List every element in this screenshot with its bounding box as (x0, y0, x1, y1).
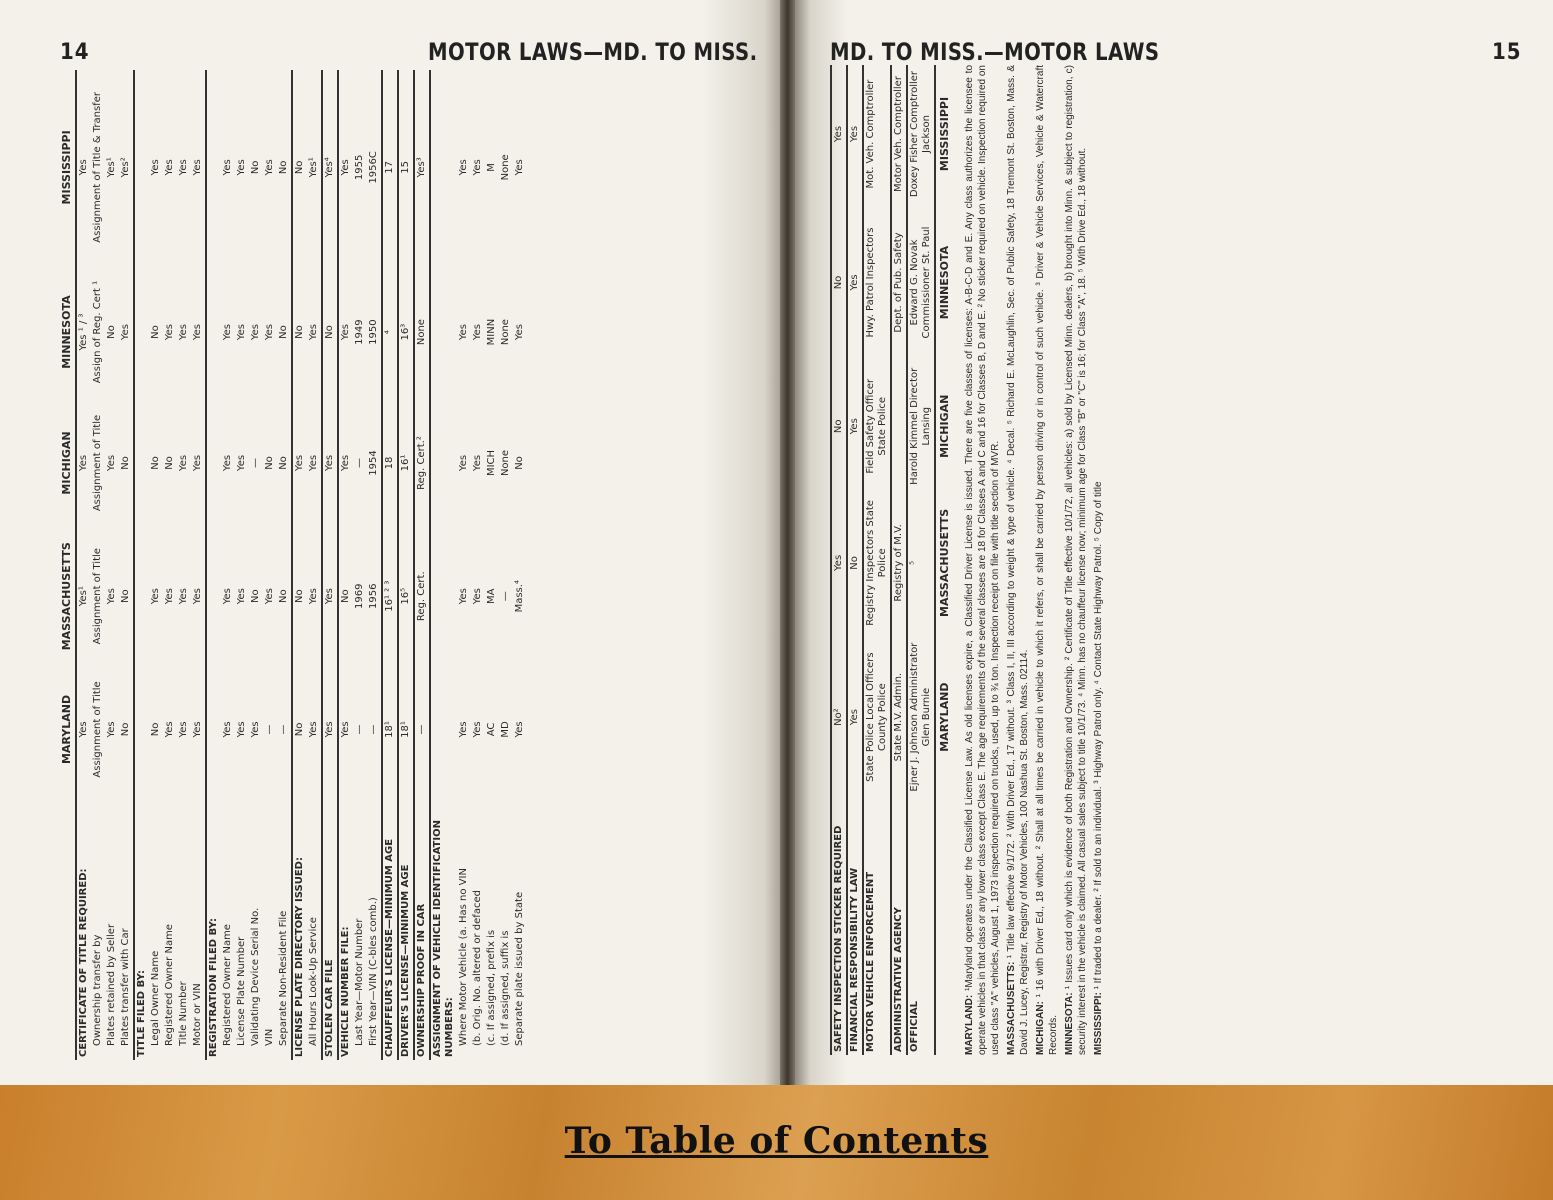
table-cell: Assignment of Title & Transfer (92, 92, 103, 243)
table-cell (134, 666, 149, 793)
table-cell: No (292, 70, 307, 265)
table-row (414, 70, 430, 1060)
table-cell: No (292, 527, 307, 666)
table-cell: Yes¹ (308, 157, 319, 178)
table-cell (206, 70, 221, 265)
table-cell: Yes (308, 721, 319, 738)
table-cell: Yes (847, 203, 863, 362)
table-cell: Yes (150, 159, 161, 176)
table-cell: Yes (292, 399, 307, 526)
table-cell: Mass.⁴ (514, 580, 525, 613)
table-cell: 1969 (354, 583, 365, 609)
table-cell: Yes (308, 588, 319, 605)
table-cell: Yes (192, 721, 203, 738)
row-label: (c. If assigned, prefix is (486, 929, 497, 1046)
row-label: DRIVER'S LICENSE—MINIMUM AGE (398, 793, 414, 1060)
table-row (277, 70, 292, 1060)
table-cell: No (831, 362, 847, 491)
running-head-left: MOTOR LAWS—MD. TO MISS. (428, 38, 758, 66)
table-cell: Yes (831, 491, 847, 636)
table-cell: Yes ¹ / ³ (78, 313, 89, 351)
row-label: Legal Owner Name (150, 950, 161, 1046)
footnote-state: MISSISSIPPI: (1093, 992, 1104, 1055)
table-cell: 1955 (354, 154, 365, 181)
table-cell: Yes (150, 588, 161, 605)
table-row (292, 70, 307, 1060)
footnote (1092, 65, 1105, 1055)
table-cell: No (278, 589, 289, 604)
table-cell: Yes (178, 454, 189, 472)
table-cell: Yes (338, 70, 353, 265)
left-table-rotated (58, 70, 773, 1060)
table-cell: Yes (106, 721, 117, 738)
row-label: LICENSE PLATE DIRECTORY ISSUED: (292, 793, 307, 1060)
row-label: Validating Device Serial No. (250, 907, 261, 1046)
row-label: Registered Owner Name (222, 924, 233, 1046)
table-row (119, 70, 134, 1060)
table-cell: MICH (486, 449, 497, 477)
table-cell: — (250, 458, 261, 468)
table-cell: Yes (458, 324, 469, 341)
table-cell: Yes (164, 324, 175, 341)
table-cell: 17 (382, 70, 398, 265)
table-row (353, 70, 367, 1060)
row-label: STOLEN CAR FILE (322, 793, 338, 1060)
table-cell (134, 399, 149, 526)
motor-laws-table-right (830, 65, 953, 1055)
table-cell: No (278, 160, 289, 175)
column-header: MINNESOTA (58, 265, 76, 400)
column-header: MICHIGAN (58, 399, 76, 526)
table-cell: 16¹ ² ³ (382, 527, 398, 666)
table-cell: — (354, 724, 365, 735)
table-cell: No (847, 491, 863, 636)
table-of-contents-link[interactable]: To Table of Contents (564, 1120, 989, 1162)
table-cell: Yes (308, 324, 319, 341)
table-cell: ⁴ (382, 265, 398, 400)
table-cell: Yes (847, 362, 863, 491)
header-blank (58, 793, 76, 1060)
table-cell (430, 70, 457, 265)
row-label: Separate plate issued by State (514, 891, 525, 1046)
table-cell: No (278, 325, 289, 339)
row-label: Motor or VIN (192, 983, 203, 1046)
table-cell: Yes (458, 588, 469, 605)
table-row (163, 70, 177, 1060)
table-cell: 1949 (354, 319, 365, 345)
row-label: CERTIFICATE OF TITLE REQUIRED: (78, 868, 89, 1057)
table-cell: Yes (458, 159, 469, 176)
table-cell: 16³ (398, 265, 414, 400)
table-cell: Harold Kimmel Director Lansing (907, 362, 935, 491)
column-header: MINNESOTA (935, 203, 953, 362)
row-label: ADMINISTRATIVE AGENCY (891, 799, 907, 1055)
row-label: First Year—VIN (C-bles comb.) (368, 897, 379, 1046)
footnotes (963, 65, 1105, 1055)
footnote (1034, 65, 1060, 1055)
table-cell (134, 265, 149, 400)
table-row (513, 70, 527, 1060)
footnote (1005, 65, 1031, 1055)
table-cell: No (120, 456, 131, 470)
column-header: MICHIGAN (935, 362, 953, 491)
row-label: SAFETY INSPECTION STICKER REQUIRED (831, 799, 847, 1055)
table-cell: Registry of M.V. (891, 491, 907, 636)
table-cell: Yes (192, 454, 203, 472)
table-row (91, 70, 105, 1060)
table-cell: Yes (514, 159, 525, 176)
table-cell: No (292, 666, 307, 793)
row-label: VEHICLE NUMBER FILE: (338, 793, 353, 1060)
table-cell (430, 666, 457, 793)
table-row (322, 70, 338, 1060)
table-cell: 16⁵ (398, 527, 414, 666)
table-cell: 16¹ (398, 399, 414, 526)
table-cell: Yes (338, 399, 353, 526)
column-header: MARYLAND (58, 666, 76, 793)
table-cell: None (500, 449, 511, 477)
table-cell (134, 527, 149, 666)
footnote-state: MARYLAND: (964, 994, 975, 1055)
table-cell: Yes (236, 454, 247, 472)
table-cell: Yes (831, 65, 847, 203)
table-row (76, 70, 91, 1060)
table-cell: Yes (847, 65, 863, 203)
table-cell: Yes (264, 324, 275, 341)
row-label: Separate Non-Resident File (278, 910, 289, 1046)
table-cell: 1954 (368, 450, 379, 476)
page-number-left: 14 (60, 40, 90, 65)
table-cell: Field Safety Officer State Police (863, 362, 891, 491)
table-cell: Assignment of Title (92, 681, 103, 778)
row-label: Registered Owner Name (164, 924, 175, 1046)
table-cell: M (486, 163, 497, 172)
table-cell: No (106, 325, 117, 339)
right-table-rotated (830, 65, 1520, 1055)
table-cell: 18 (382, 399, 398, 526)
table-cell: Yes (236, 159, 247, 176)
table-cell: No (264, 456, 275, 470)
table-cell: No (278, 456, 289, 470)
table-row (891, 65, 907, 1055)
table-cell: Doxey Fisher Comptroller Jackson (907, 65, 935, 203)
table-cell: Yes (472, 324, 483, 341)
table-cell: Yes (472, 454, 483, 472)
footnote-text: ¹ Title law effective 9/1/72. ² With Driver Ed., 17 without. ³ Class I, II, III according to weight & type of vehicle. ⁴ Decal. ⁵ Richard E. McLaughlin, Sec. of Public Safety, 18 Tremont St. Boston, Mass. & David J. Lucey, Registrar, Registry of Motor Vehicles, 100 Nashua St. Boston, Mass. 02114. (1006, 65, 1030, 1055)
table-cell: Yes (472, 721, 483, 738)
table-cell: Edward G. Novak Commissioner St. Paul (907, 203, 935, 362)
table-row (249, 70, 263, 1060)
table-cell: Yes (338, 666, 353, 793)
row-label: OFFICIAL (907, 799, 935, 1055)
column-header: MARYLAND (935, 635, 953, 799)
table-cell: State M.V. Admin. (891, 635, 907, 799)
table-cell (430, 265, 457, 400)
row-label: Where Motor Vehicle (a. Has no VIN (458, 868, 469, 1046)
table-cell: Yes (222, 454, 233, 472)
row-label: License Plate Number (236, 936, 247, 1046)
column-header: MISSISSIPPI (935, 65, 953, 203)
table-cell: Yes (106, 454, 117, 472)
table-cell: Yes (514, 324, 525, 341)
table-cell: Yes (458, 454, 469, 472)
table-cell: Yes (250, 324, 261, 341)
table-cell: Yes⁴ (322, 70, 338, 265)
row-label: Plates transfer with Car (120, 928, 131, 1046)
table-cell: No (250, 589, 261, 604)
table-cell: — (354, 458, 365, 468)
table-cell: Assignment of Title (92, 414, 103, 512)
table-row (430, 70, 457, 1060)
table-cell: No (150, 325, 161, 339)
table-cell: No (164, 456, 175, 470)
table-row (149, 70, 163, 1060)
table-cell: Yes (222, 159, 233, 176)
table-cell: Yes (322, 666, 338, 793)
column-header: MASSACHUSETTS (58, 527, 76, 666)
table-cell (134, 70, 149, 265)
column-header: MASSACHUSETTS (935, 491, 953, 636)
table-cell: Ejner J. Johnson Administrator Glen Burnie (907, 635, 935, 799)
table-cell: Yes (78, 454, 89, 472)
table-row (382, 70, 398, 1060)
row-label: VIN (264, 1028, 275, 1046)
table-cell: Yes (458, 721, 469, 738)
table-cell: — (278, 724, 289, 735)
table-cell: Reg. Cert. (414, 527, 430, 666)
table-cell: No (831, 203, 847, 362)
table-cell: 1950 (368, 319, 379, 345)
table-cell (430, 527, 457, 666)
table-row (471, 70, 485, 1060)
table-cell: 18¹ (382, 666, 398, 793)
table-row (221, 70, 235, 1060)
row-label: Last Year—Motor Number (354, 918, 365, 1046)
motor-laws-table-left (58, 70, 527, 1060)
table-cell: Mot. Veh. Comptroller (863, 65, 891, 203)
table-row (235, 70, 249, 1060)
footnote-state: MINNESOTA: (1064, 992, 1075, 1055)
table-cell: Reg. Cert.² (414, 399, 430, 526)
table-cell: 18¹ (398, 666, 414, 793)
table-row (105, 70, 119, 1060)
table-cell: Yes (236, 721, 247, 738)
footnote-state: MASSACHUSETTS: (1006, 961, 1017, 1055)
table-cell: MINN (486, 318, 497, 346)
table-cell: Yes (192, 324, 203, 341)
header-blank (935, 799, 953, 1055)
left-page (0, 0, 780, 1085)
table-cell: Yes (322, 399, 338, 526)
table-cell: Yes (178, 159, 189, 176)
row-label: (b. Orig. No. altered or defaced (472, 890, 483, 1046)
table-cell: Yes¹ (106, 157, 117, 178)
table-row (206, 70, 221, 1060)
table-cell: ⁵ (907, 491, 935, 636)
table-cell: Yes (472, 159, 483, 176)
table-row (307, 70, 322, 1060)
row-label: (d. If assigned, suffix is (500, 930, 511, 1046)
table-cell: No (150, 456, 161, 470)
table-row (863, 65, 891, 1055)
table-cell: Yes (222, 721, 233, 738)
book-gutter (780, 0, 795, 1085)
table-cell: Yes¹ (78, 586, 89, 607)
table-cell: Yes² (120, 157, 131, 178)
table-cell: Yes (106, 588, 117, 605)
table-cell: Hwy. Patrol Inspectors (863, 203, 891, 362)
table-cell: Registry Inspectors State Police (863, 491, 891, 636)
row-label: FINANCIAL RESPONSIBILITY LAW (847, 799, 863, 1055)
table-row (907, 65, 935, 1055)
table-cell: None (500, 319, 511, 346)
footnote (1063, 65, 1089, 1055)
table-row (457, 70, 471, 1060)
table-cell: Yes (236, 588, 247, 605)
table-cell: — (414, 666, 430, 793)
table-cell (206, 265, 221, 400)
table-cell: No (120, 589, 131, 604)
table-cell: Yes (338, 265, 353, 400)
table-cell: Yes (250, 721, 261, 738)
table-cell: Yes (164, 721, 175, 738)
table-cell (430, 399, 457, 526)
table-cell: AC (486, 722, 497, 737)
table-cell: Yes (222, 324, 233, 341)
table-row (847, 65, 863, 1055)
table-cell: Yes (78, 721, 89, 738)
table-cell: MD (500, 721, 511, 738)
row-label: ASSIGNMENT OF VEHICLE IDENTIFICATION NUMBERS: (430, 793, 457, 1060)
table-cell: No (322, 265, 338, 400)
table-cell (206, 399, 221, 526)
table-cell: — (264, 724, 275, 735)
table-cell: MA (486, 588, 497, 604)
row-label: Ownership transfer by (92, 934, 103, 1046)
row-label: Title Number (178, 981, 189, 1046)
column-header: MISSISSIPPI (58, 70, 76, 265)
footnote-state: MICHIGAN: (1035, 1001, 1046, 1055)
table-cell: No (120, 722, 131, 737)
table-row (338, 70, 353, 1060)
table-cell: — (368, 724, 379, 735)
row-label: MOTOR VEHICLE ENFORCEMENT (863, 799, 891, 1055)
table-cell: 1956 (368, 583, 379, 609)
row-label: All Hours Look-Up Service (308, 917, 319, 1046)
table-cell: No² (831, 635, 847, 799)
table-cell: Yes (847, 635, 863, 799)
table-cell: Yes (192, 588, 203, 605)
table-cell: 15 (398, 70, 414, 265)
table-cell: Yes (178, 324, 189, 341)
table-cell: Yes (164, 159, 175, 176)
table-cell: Yes (178, 721, 189, 738)
table-cell: Assign of Reg. Cert ¹ (92, 280, 103, 384)
table-cell (206, 527, 221, 666)
row-label: CHAUFFEUR'S LICENSE—MINIMUM AGE (382, 793, 398, 1060)
table-cell: Yes (222, 588, 233, 605)
row-label: TITLE FILED BY: (134, 793, 149, 1060)
footnote-text: ¹ Issues card only which is evidence of both Registration and Ownership. ² Certificate of Title effective 10/1/72, all vehicles: a) sold by Licensed Minn. dealers, b) brought into Minn. & subject to registration, c) security interest in the vehicle is claimed. All casual sales subject to title 10/1/73. ⁴ Minn. has no chauffeur license now; minimum age for Class "B" or "C" is 16; for Class "A", 18. ⁵ With Drive Ed., 18 without. (1064, 64, 1088, 1055)
table-cell: — (500, 591, 511, 602)
table-cell: Yes (192, 159, 203, 176)
table-cell: None (414, 265, 430, 400)
table-row (367, 70, 382, 1060)
table-cell: Yes³ (414, 70, 430, 265)
table-cell: No (514, 456, 525, 470)
table-cell: Yes (308, 454, 319, 472)
table-cell: Dept. of Pub. Safety (891, 203, 907, 362)
row-label: REGISTRATION FILED BY: (206, 793, 221, 1060)
table-cell: Yes (236, 324, 247, 341)
table-row (177, 70, 191, 1060)
row-label: OWNERSHIP PROOF IN CAR (414, 793, 430, 1060)
table-cell: Motor Veh. Comptroller (891, 65, 907, 203)
running-head-right: MD. TO MISS.—MOTOR LAWS (830, 38, 1160, 66)
table-row (263, 70, 277, 1060)
table-cell: No (150, 722, 161, 737)
table-cell: No (292, 265, 307, 400)
table-row (191, 70, 206, 1060)
table-cell (206, 666, 221, 793)
table-cell: Assignment of Title (92, 548, 103, 645)
table-row (485, 70, 499, 1060)
table-cell: Yes (120, 324, 131, 341)
table-row (831, 65, 847, 1055)
table-row (499, 70, 513, 1060)
page-number-right: 15 (1492, 40, 1522, 65)
table-cell (891, 362, 907, 491)
table-cell: Yes (264, 159, 275, 176)
table-cell: State Police Local Officers County Police (863, 635, 891, 799)
footnote-text: ¹ If traded to a dealer. ² If sold to an individual. ³ Highway Patrol only. ⁴ Contact State Highway Patrol. ⁵ Copy of title (1093, 481, 1104, 990)
table-cell: Yes (322, 527, 338, 666)
table-cell: Yes (78, 159, 89, 176)
table-cell: Yes (514, 721, 525, 738)
footnote-text: ¹Maryland operates under the Classified License Law. As old licenses expire, a Classified Driver License is issued. There are five classes of licenses: A-B-C-D and E. Any class authorizes the licensee to operate vehicles in that class or any lower class except Class E. The age requirements of the several classes are 18 for Classes A and C and 16 for Classes B, D and E. ² No sticker required on vehicle. Inspection required on used class "A" vehicles, August 1, 1973 inspection required on trucks, used, up to ¾ ton. Inspection receipt on file with title section of MVR. (964, 64, 1001, 1055)
table-cell: Yes (164, 588, 175, 605)
table-cell: No (250, 160, 261, 175)
table-cell: Yes (472, 588, 483, 605)
table-row (398, 70, 414, 1060)
table-row (134, 70, 149, 1060)
row-label: Plates retained by Seller (106, 923, 117, 1046)
table-cell: Yes (264, 588, 275, 605)
table-cell: None (500, 154, 511, 181)
table-cell: 1956C (368, 151, 379, 184)
table-cell: Yes (178, 588, 189, 605)
table-cell: No (338, 527, 353, 666)
footnote (963, 65, 1002, 1055)
footnote-text: ¹ 16 with Driver Ed., 18 without. ² Shall at all times be carried in vehicle to which it refers, or shall be carried by person driving or in control of such vehicle. ³ Driver & Vehicle Services, Vehicle & Watercraft Records. (1035, 65, 1059, 1055)
